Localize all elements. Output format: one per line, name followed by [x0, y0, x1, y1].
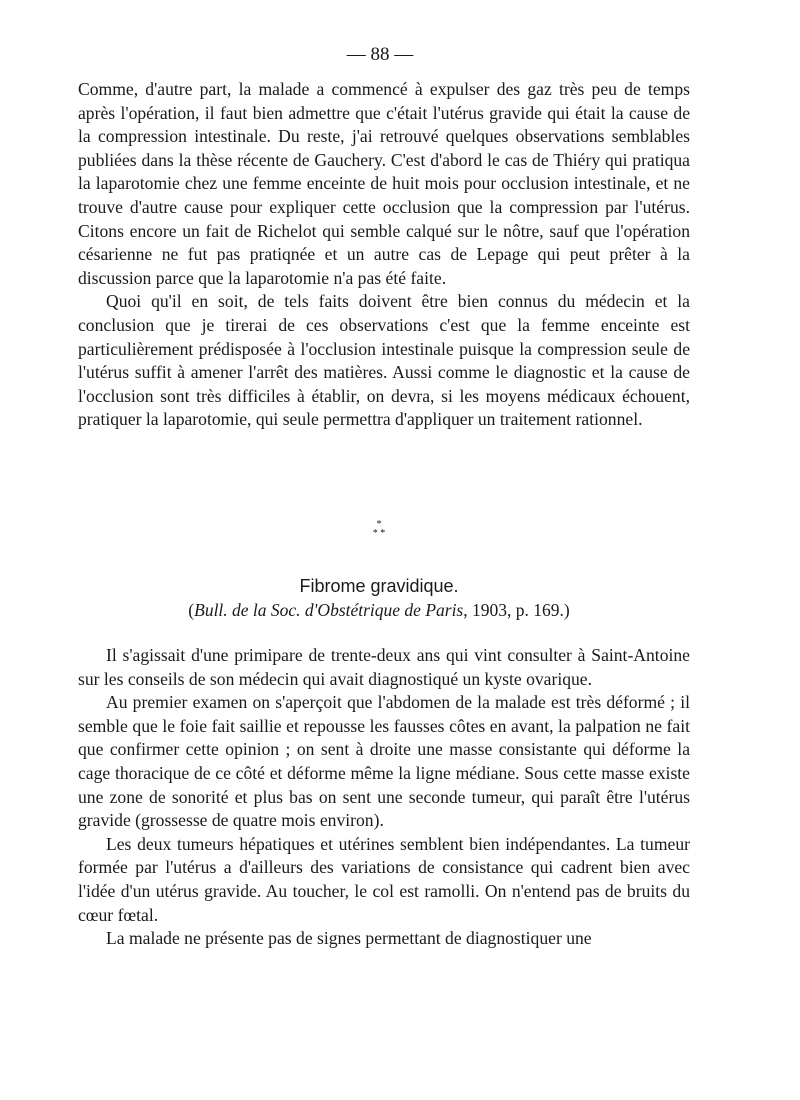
reference-details: , 1903, p. 169.): [463, 600, 570, 620]
asterism-bottom: * *: [372, 528, 386, 539]
paragraph: Au premier examen on s'aperçoit que l'abdomen de la malade est très déformé ; il semble que le foie fait saillie et repousse les fausses côtes en avant, la palpation ne fait que confirmer cette opinion ; on sent à droite une masse consistante qui déforme la cage thoracique de ce côté et déforme même la ligne médiane. Sous cette masse existe une zone de sonorité et plus bas on sent une seconde tumeur, qui paraît être l'utérus gravide (grossesse de quatre mois environ).: [78, 692, 690, 831]
page-number: — 88 —: [346, 44, 414, 65]
paragraph: Quoi qu'il en soit, de tels faits doivent être bien connus du médecin et la conclusion que je tirerai de ces observations c'est que la femme enceinte est particulièrement prédisposée à l'occlusion intestinale puisque la compression seule de l'utérus suffit à amener l'arrêt des matières. Aussi comme le diagnostic et la cause de l'occlusion sont très difficiles à établir, on devra, si les moyens médicaux échouent, pratiquer la laparotomie, qui seule permettra d'appliquer un traitement rationnel.: [78, 291, 690, 430]
case-report-text: [78, 644, 690, 951]
bibliographic-reference: [0, 600, 758, 621]
asterism-top: *: [376, 519, 382, 530]
reference-open-paren: (: [188, 600, 195, 620]
asterism-divider: [0, 520, 758, 538]
section-continued-text: [78, 78, 690, 432]
section-title: Fibrome gravidique.: [299, 576, 459, 596]
paragraph: Il s'agissait d'une primipare de trente-deux ans qui vint consulter à Saint-Antoine sur les conseils de son médecin qui avait diagnostiqué un kyste ovarique.: [78, 645, 690, 689]
paragraph: La malade ne présente pas de signes permettant de diagnostiquer une: [106, 928, 592, 949]
paragraph: Comme, d'autre part, la malade a commencé à expulser des gaz très peu de temps après l'opération, il faut bien admettre que c'était l'utérus gravide qui était la cause de la compression intestinale. Du reste, j'ai retrouvé quelques observations semblables publiées dans la thèse récente de Gauchery. C'est d'abord le cas de Thiéry qui pratiqua la laparotomie chez une femme enceinte de huit mois pour occlusion intestinale, et ne trouve d'autre cause pour expliquer cette occlusion que la compression par l'utérus. Citons encore un fait de Richelot qui semble calqué sur le nôtre, sauf que l'opération césarienne ne fut pas pratiqnée et un autre cas de Lepage qui peut prêter à la discussion parce que la laparotomie n'a pas été faite.: [78, 79, 690, 288]
paragraph: Les deux tumeurs hépatiques et utérines semblent bien indépendantes. La tumeur formée par l'utérus a d'ailleurs des variations de consistance qui cadrent bien avec l'idée d'un utérus gravide. Au toucher, le col est ramolli. On n'entend pas de bruits du cœur fœtal.: [78, 833, 690, 925]
reference-journal: Bull. de la Soc. d'Obstétrique de Paris: [194, 600, 464, 620]
